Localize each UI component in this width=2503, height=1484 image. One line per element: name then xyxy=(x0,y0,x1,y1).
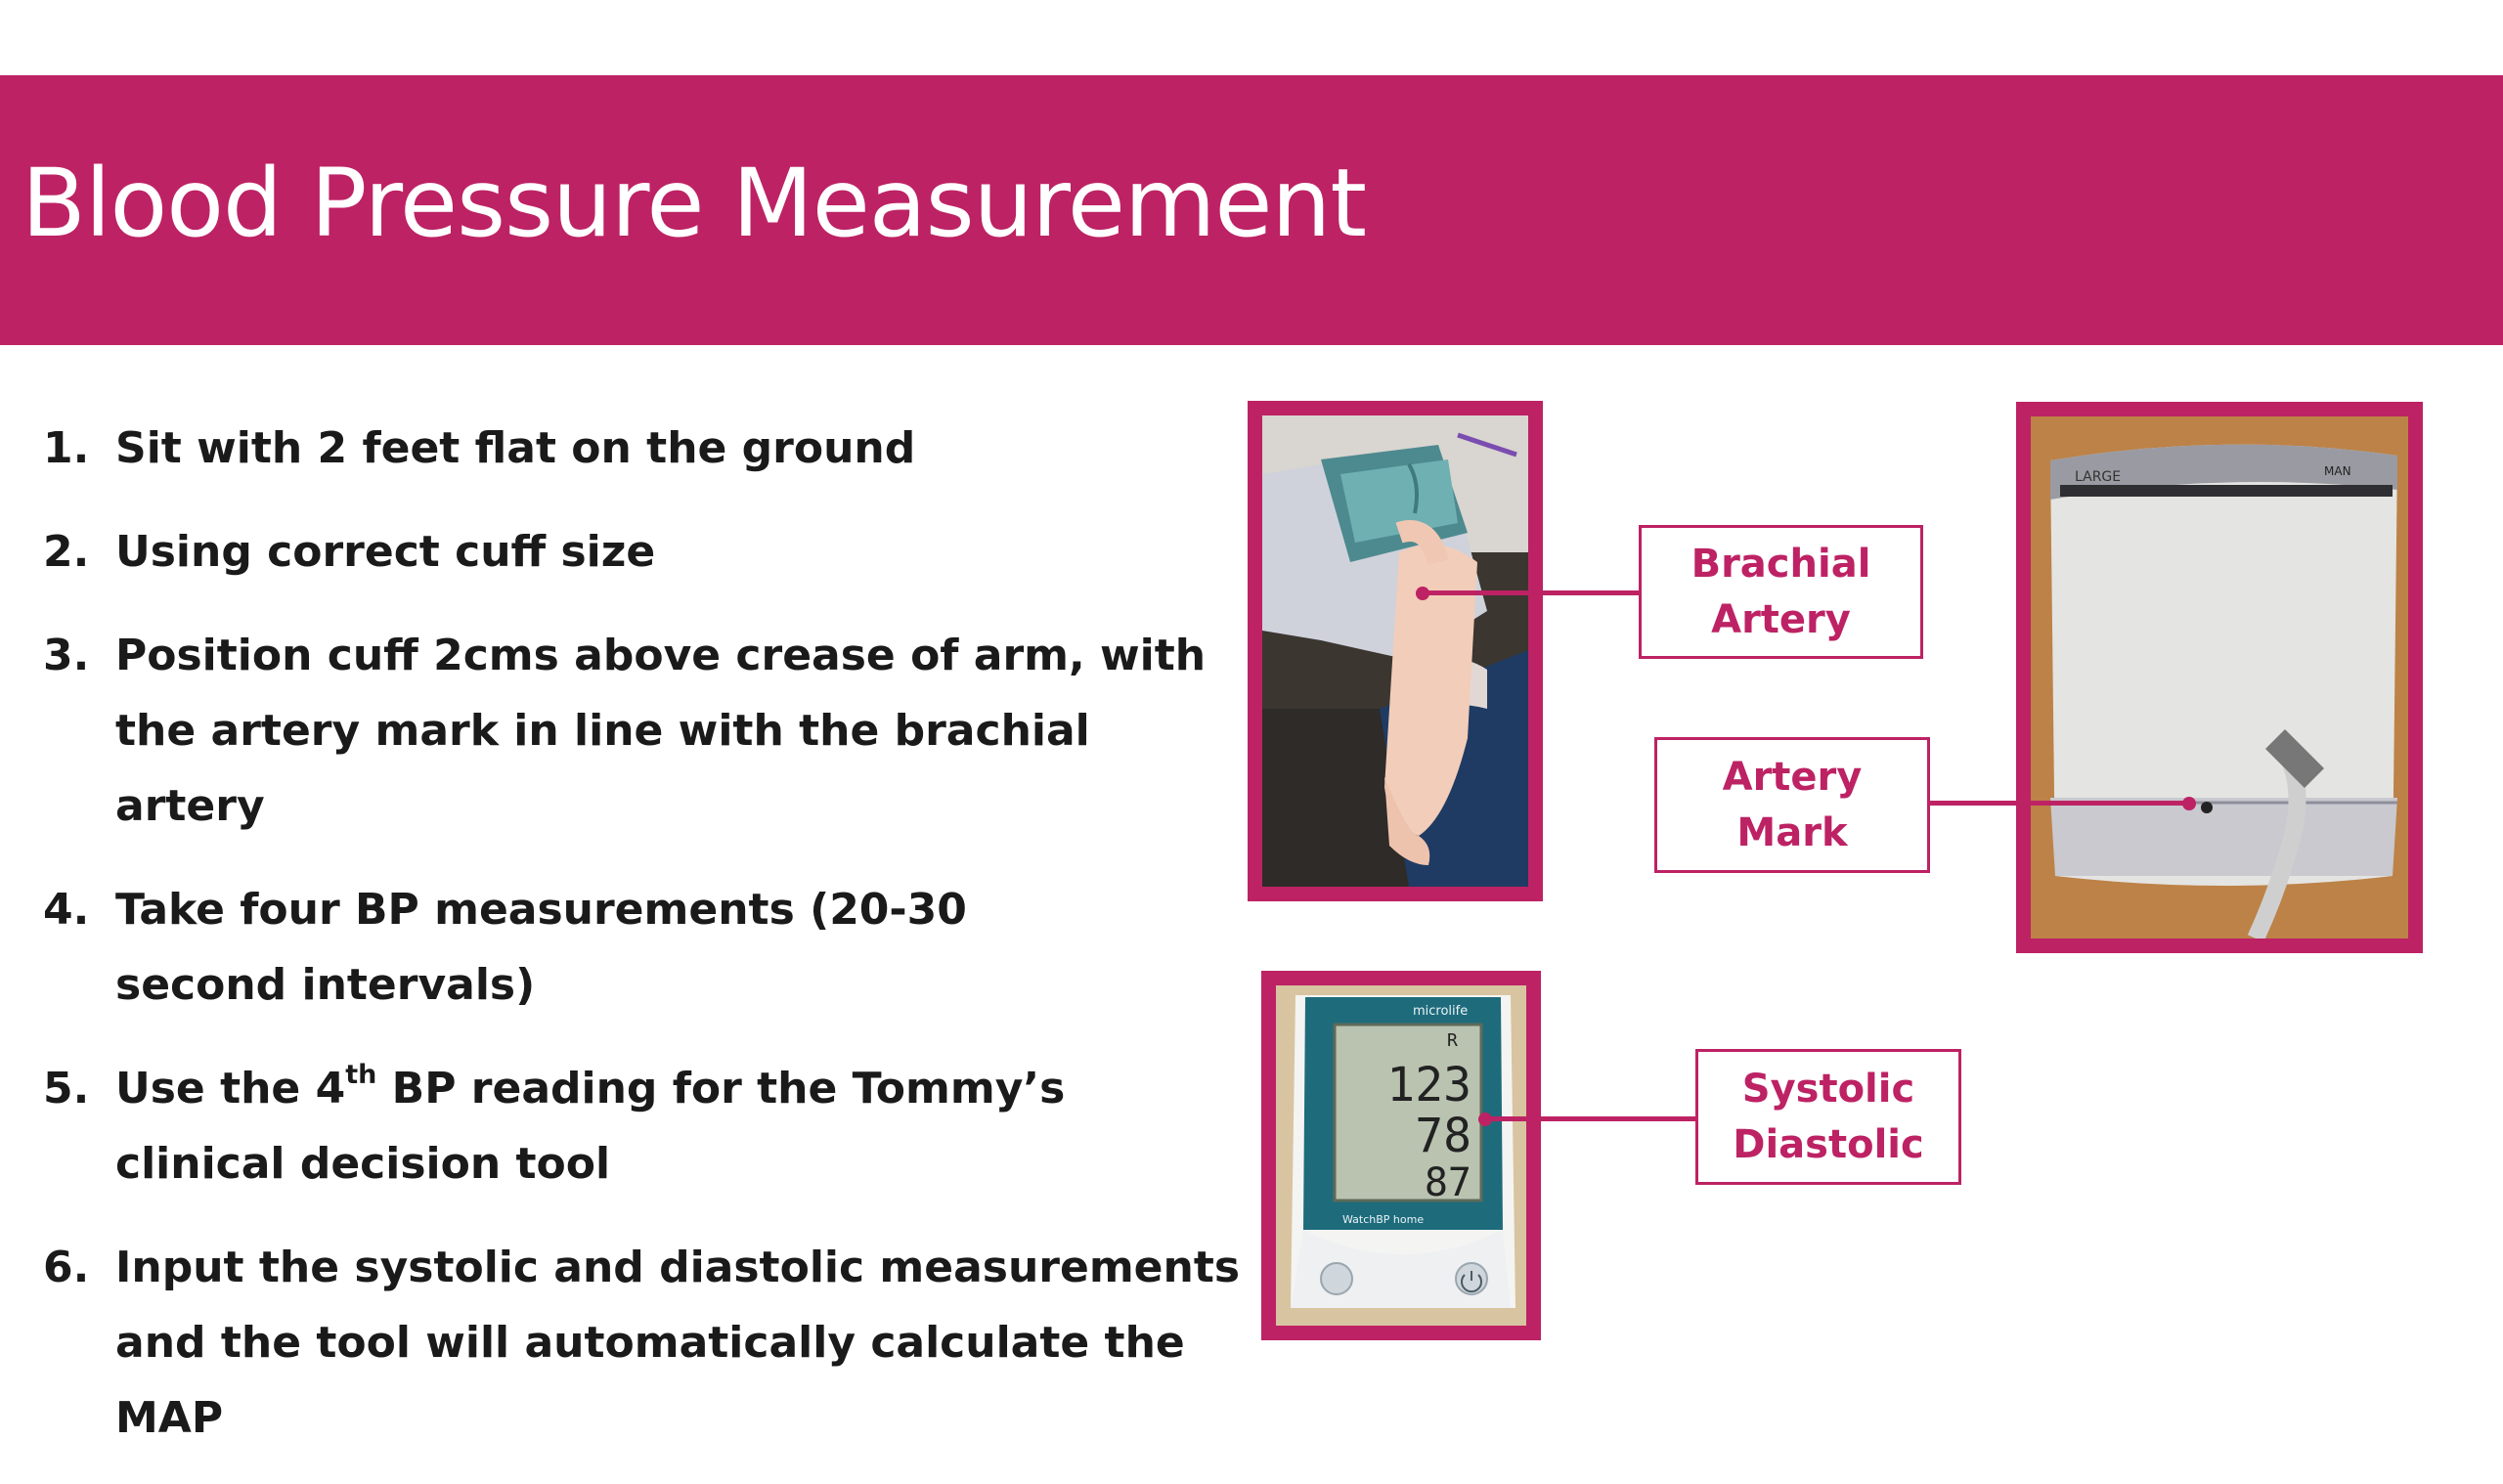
monitor-memory-button-icon xyxy=(1321,1263,1352,1294)
step-text: Sit with 2 feet flat on the ground xyxy=(115,423,916,473)
cuff-size-text: LARGE xyxy=(2075,469,2122,485)
systolic-reading: 123 xyxy=(1386,1058,1471,1113)
step-text: Using correct cuff size xyxy=(115,527,656,577)
systolic-diastolic-label xyxy=(1695,1049,1961,1185)
cuff-photo xyxy=(2016,402,2423,953)
step-text-after: BP reading for the Tommy’s clinical decision tool xyxy=(115,1064,1066,1189)
step-text: Input the systolic and diastolic measurements and the tool will automatically calculate the MAP xyxy=(115,1243,1241,1443)
arm-illustration xyxy=(1262,415,1528,887)
step-number: 5. xyxy=(43,1064,90,1113)
pulse-reading: 87 xyxy=(1424,1160,1471,1205)
artery-mark-connector xyxy=(1928,801,2190,806)
step-number: 6. xyxy=(43,1243,90,1292)
artery-mark-label xyxy=(1654,737,1930,873)
step-superscript: th xyxy=(345,1060,377,1090)
systolic-connector xyxy=(1486,1116,1699,1121)
list-item xyxy=(43,411,1236,486)
brachial-label-line2: Artery xyxy=(1711,596,1851,642)
monitor-flag: R xyxy=(1447,1030,1458,1051)
systolic-label: Systolic xyxy=(1741,1066,1915,1112)
list-item xyxy=(43,1230,1269,1456)
monitor-brand-text: microlife xyxy=(1413,1004,1469,1019)
cuff-illustration xyxy=(2031,416,2408,938)
steps-list xyxy=(43,411,1241,1484)
monitor-photo xyxy=(1261,971,1541,1340)
diastolic-label: Diastolic xyxy=(1733,1121,1924,1167)
monitor-illustration xyxy=(1276,985,1526,1326)
diastolic-reading: 78 xyxy=(1415,1109,1471,1163)
cuff-mark-text: MAN xyxy=(2324,464,2351,478)
step-number: 4. xyxy=(43,885,90,935)
step-text: Position cuff 2cms above crease of arm, with the artery mark in line with the brachial artery xyxy=(115,631,1207,831)
brachial-artery-label xyxy=(1639,525,1923,659)
step-text-before: Use the 4 xyxy=(115,1064,346,1113)
brachial-connector xyxy=(1423,590,1644,595)
step-text: Take four BP measurements (20-30 second intervals) xyxy=(115,885,967,1010)
step-number: 3. xyxy=(43,631,90,680)
step-number: 2. xyxy=(43,527,90,577)
step-number: 1. xyxy=(43,423,90,473)
monitor-model-text: WatchBP home xyxy=(1342,1213,1425,1226)
list-item xyxy=(43,1051,1191,1201)
list-item xyxy=(43,872,1122,1023)
slide-title: Blood Pressure Measurement xyxy=(22,149,1366,258)
arm-photo xyxy=(1248,401,1543,901)
list-item xyxy=(43,514,1236,589)
brachial-label-line1: Brachial xyxy=(1691,541,1871,587)
list-item xyxy=(43,618,1220,844)
artery-mark-label-line1: Artery xyxy=(1722,754,1863,800)
artery-mark-label-line2: Mark xyxy=(1736,809,1848,855)
